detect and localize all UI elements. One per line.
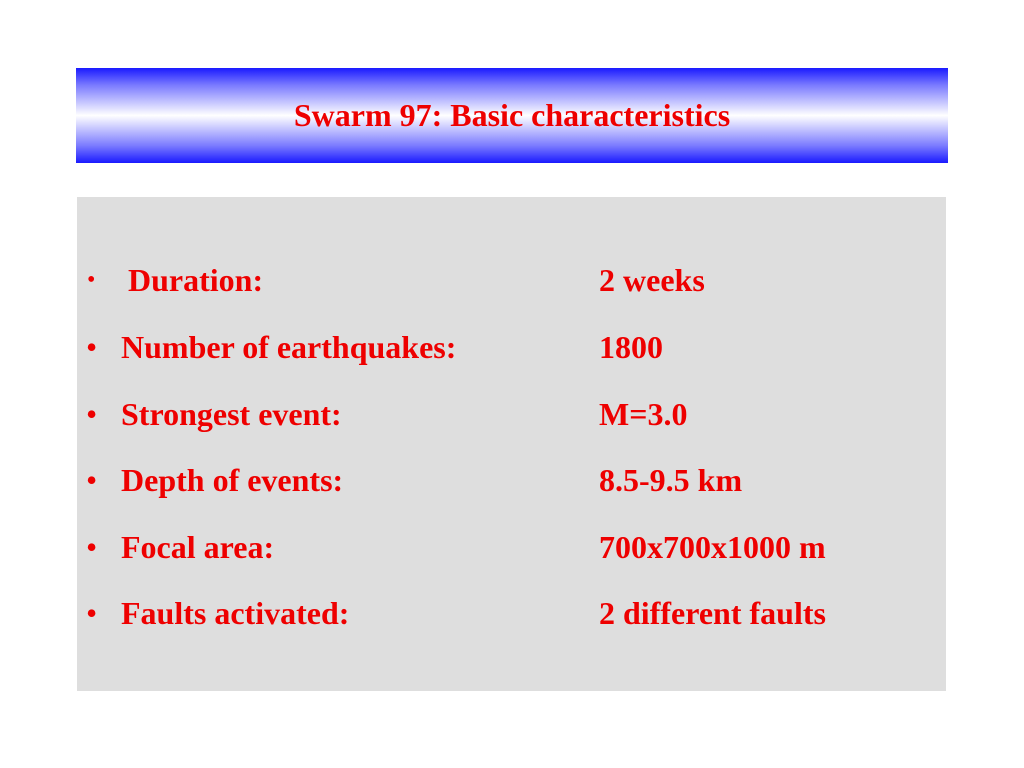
item-value: 700x700x1000 m (599, 529, 826, 565)
slide-title: Swarm 97: Basic characteristics (293, 97, 731, 133)
bullet-icon: • (86, 329, 98, 365)
item-label: Strongest event: (121, 396, 342, 432)
bullet-icon: • (86, 396, 98, 432)
item-value: 1800 (599, 329, 663, 365)
title-bar (76, 68, 948, 163)
item-value: 2 weeks (599, 262, 705, 298)
item-label: Depth of events: (121, 462, 344, 498)
list-item-focal-area (77, 526, 946, 568)
item-label: Number of earthquakes: (121, 329, 457, 365)
bullet-icon: • (86, 462, 98, 498)
item-value: M=3.0 (599, 396, 688, 432)
item-value: 2 different faults (599, 595, 826, 631)
list-item-number-of-earthquakes (77, 326, 946, 368)
content-box (77, 197, 946, 691)
item-label: Faults activated: (121, 595, 350, 631)
item-value: 8.5-9.5 km (599, 462, 743, 498)
list-item-depth-of-events (77, 459, 946, 501)
list-item-strongest-event (77, 393, 946, 435)
bullet-icon: • (87, 267, 96, 293)
list-item-faults-activated (77, 592, 946, 634)
item-label: Duration: (128, 262, 264, 298)
bullet-icon: • (86, 595, 98, 631)
bullet-icon: • (86, 529, 98, 565)
list-item-duration (77, 259, 946, 301)
item-label: Focal area: (121, 529, 275, 565)
